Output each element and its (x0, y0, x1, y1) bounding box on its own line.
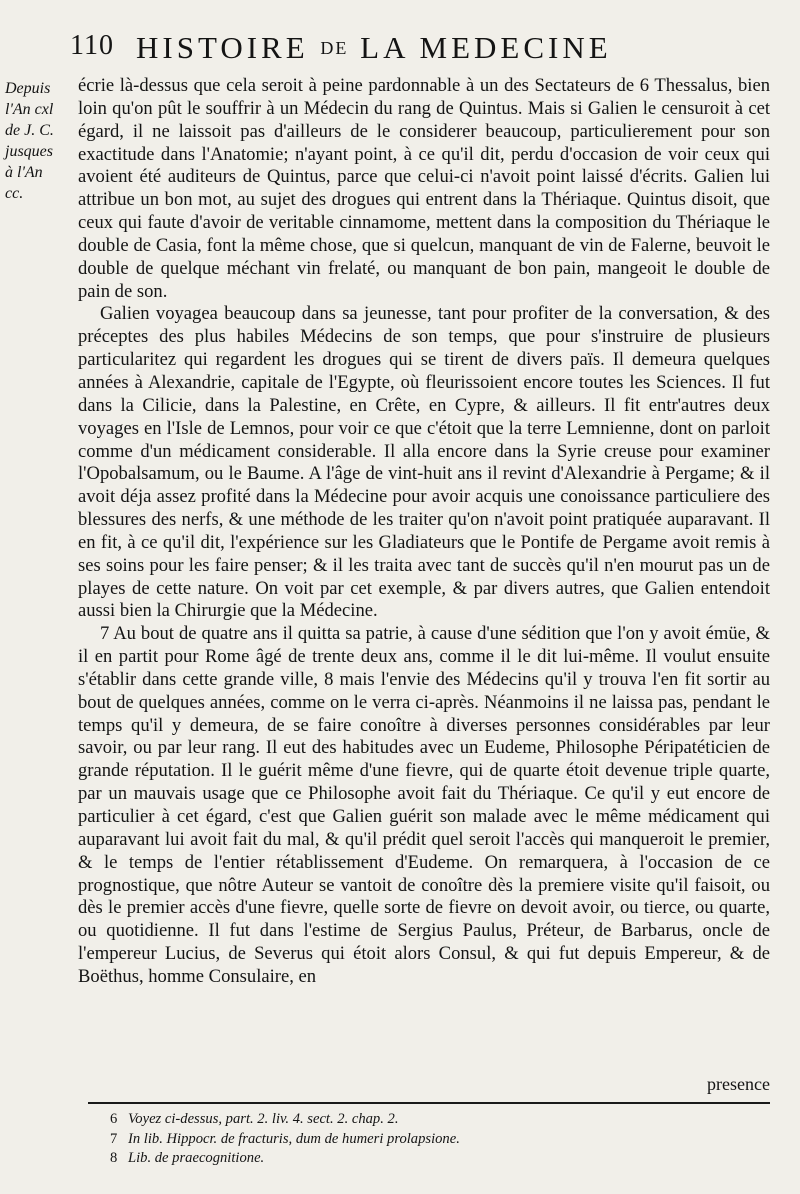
footnote-number: 7 (110, 1130, 118, 1147)
main-text (78, 75, 770, 989)
margin-note-line: cc. (5, 185, 24, 202)
title-part-2: LA MEDECINE (360, 30, 612, 65)
footnote-text: Voyez ci-dessus, part. 2. liv. 4. sect. 2. chap. 2. (128, 1111, 399, 1127)
page-number: 110 (70, 30, 114, 61)
running-header (70, 30, 770, 70)
footnote (110, 1110, 770, 1130)
margin-note (5, 78, 67, 204)
margin-note-line: à l'An (5, 164, 43, 181)
paragraph: écrie là-dessus que cela seroit à peine pardonnable à un des Sectateurs de 6 Thessalus, bien loin qu'on pût le souffrir à un Médecin du rang de Quintus. Mais si Galien le censuroit à cet égard, il ne laissoit pas d'ailleurs de le considerer beaucoup, particulierement pour son exactitude dans l'Anatomie; n'ayant point, à ce qu'il dit, perdu d'occasion de voir ceux qui avoient été auditeurs de Quintus, parce que celui-ci n'avoit point laissé d'écrits. Galien lui attribue un bon mot, au sujet des drogues qui entrent dans la Thériaque. Quintus disoit, que ceux qui faute d'avoir de veritable cinnamome, mettent dans la composition du Thériaque le double de Casia, font la même chose, que si quelcun, manquant de vin de Falerne, beuvoit le double de quelque méchant vin frelaté, ou manquant de bon pain, mangeoit le double de pain de son. (78, 75, 770, 302)
title-part-1: HISTOIRE (136, 30, 309, 65)
paragraph: 7 Au bout de quatre ans il quitta sa patrie, à cause d'une sédition que l'on y avoit émüe, & il en partit pour Rome âgé de trente deux ans, comme il le dit lui-même. Il voulut ensuite s'établir dans cette grande ville, 8 mais l'envie des Médecins qu'il y trouva l'en fit sortir au bout de quelques années, comme on le verra ci-après. Néanmoins il ne laissa pas, pendant le temps qu'il y demeura, de se faire conoître à diverses personnes considérables par leur savoir, ou par leur rang. Il eut des habitudes avec un Eudeme, Philosophe Péripatéticien de grande réputation. Il le guérit même d'une fievre, qui de quarte étoit devenue triple quarte, par un mauvais usage que ce Philosophe avoit fait du Thériaque. Ce qu'il y eut encore de particulier à cet égard, c'est que Galien guérit son malade avec le même médicament qui auparavant lui avoit fait du mal, & qu'il prédit quel seroit l'accès qui manqueroit le premier, & le temps de l'entier rétablissement d'Eudeme. On remarquera, à l'occasion de ce prognostique, que nôtre Auteur se vantoit de conoître dès la premiere visite qu'il faisoit, ou dès le premier accès d'une fievre, quelle sorte de fievre on devoit avoir, ou tierce, ou quarte, ou quotidienne. Il fut dans l'estime de Sergius Paulus, Préteur, de Barbarus, oncle de l'empereur Lucius, de Severus qui étoit alors Consul, & qui fut depuis Empereur, & de Boëthus, homme Consulaire, en (78, 623, 770, 987)
footnote-number: 8 (110, 1150, 118, 1166)
margin-note-line: jusques (5, 143, 53, 160)
margin-note-line: l'An cxl (5, 101, 54, 118)
margin-note-line: Depuis (5, 80, 51, 97)
footnote (110, 1130, 770, 1150)
margin-note-line: de J. C. (5, 122, 54, 139)
footnotes (110, 1110, 770, 1169)
footnote-text: Lib. de praecognitione. (128, 1150, 265, 1166)
title-de: DE (320, 38, 349, 58)
footnote-text: In lib. Hippocr. de fracturis, dum de humeri prolapsione. (128, 1130, 460, 1147)
paragraph: Galien voyagea beaucoup dans sa jeunesse, tant pour profiter de la conversation, & des préceptes des plus habiles Médecins de son temps, que pour s'instruire de plusieurs particularitez qui regardent les drogues qui se tirent de divers païs. Il demeura quelques années à Alexandrie, capitale de l'Egypte, où fleurissoient encore toutes les Sciences. Il fut dans la Cilicie, dans la Palestine, en Crête, en Cypre, & ailleurs. Il fit entr'autres deux voyages en l'Isle de Lemnos, pour voir ce que c'étoit que la terre Lemnienne, dont on parloit comme d'un médicament considerable. Il alla encore dans la Syrie creuse pour examiner l'Opobalsamum, ou le Baume. A l'âge de vint-huit ans il revint d'Alexandrie à Pergame; & il avoit déja assez profité dans la Médecine pour avoir acquis une conoissance particuliere des blessures des nerfs, & une méthode de les traiter qu'on n'avoit point pratiquée auparavant. Il en fit, à ce qu'il dit, l'expérience sur les Gladiateurs que le Pontife de Pergame avoit remis à ses soins pour les faire penser; & il les traita avec tant de succès qu'il n'en mourut pas un de playes de cette nature. On voit par cet exemple, & par divers autres, que Galien entendoit aussi bien la Chirurgie que la Médecine. (78, 303, 770, 622)
catchword: presence (707, 1074, 770, 1094)
footnote (110, 1149, 770, 1169)
running-title (136, 30, 612, 66)
footnote-rule (88, 1102, 770, 1104)
footnote-number: 6 (110, 1111, 118, 1127)
